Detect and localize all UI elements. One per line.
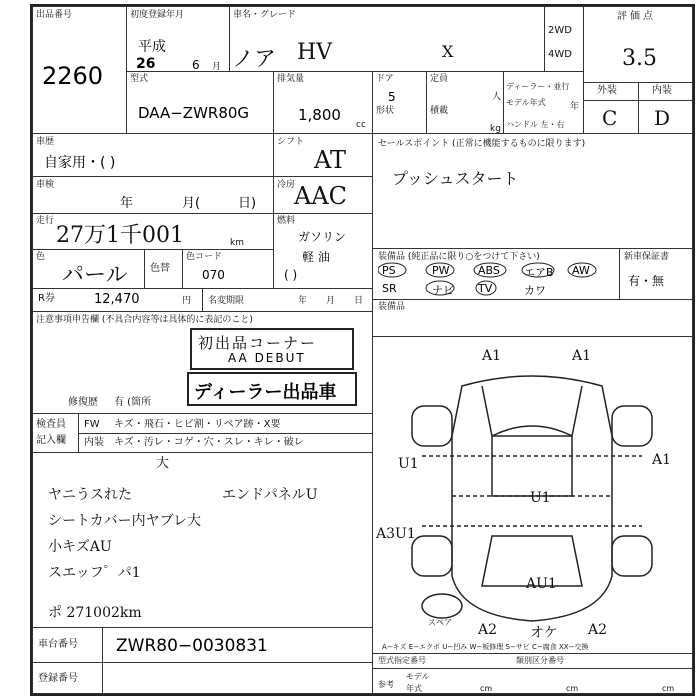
eq-navi: ナビ [432,284,454,297]
load-unit: kg [490,124,501,134]
drive-box [544,6,584,72]
capacity-label: 定員 [430,74,449,84]
displacement-unit: cc [356,120,366,130]
cm-2: cm [566,684,579,693]
first-reg-label: 初度登録年月 [130,10,185,20]
history-value: 自家用・( ) [44,155,116,171]
fuel-paren: ( ) [284,268,298,282]
score-ext-label: 外装 [597,85,617,96]
extras-label: 装備品 [378,302,406,312]
inspector-label1: 検査員 [36,419,66,430]
first-reg-month-unit: 月 [212,62,222,72]
score-int: D [654,106,671,130]
ref-label: 参考 [378,680,394,689]
recycle-label: R券 [38,293,55,304]
inspection-label: 車検 [36,180,55,190]
year-label: 年式 [406,684,422,693]
dmg-a3u1: A3U1 [376,526,416,542]
model-box [126,71,274,134]
ac-label: 冷房 [277,180,296,190]
model-label: 型式 [130,74,149,84]
handle-label: ハンドル 左・右 [506,120,565,129]
dmg-a1-top-left: A1 [482,348,502,364]
comment-5: ポ 271002km [48,605,142,621]
dmg-a1-right: A1 [652,452,672,468]
inspector-row2-code: 内装 [84,437,104,448]
first-reg-year: 26 [136,56,156,72]
inspector-row1-code: FW [84,419,100,430]
auction-sheet [30,4,695,696]
repair-label: 修復歴 [68,397,98,408]
dealer-label: ディーラー・並行 [506,82,570,91]
dmg-oke: オケ [530,625,558,641]
ac-value: AAC [294,182,348,210]
eq-airbag: エアB [524,266,554,279]
shift-label: シフト [277,137,305,147]
comment-3: 小キズAU [48,539,112,555]
extras-box [372,299,693,337]
load-label: 積載 [430,106,449,116]
cm-1: cm [480,684,493,693]
inspector-mark: 大 [156,456,170,471]
mileage-unit: km [230,238,244,248]
displacement-label: 排気量 [277,74,305,84]
sales-point-value: プッシュスタート [392,169,519,188]
eq-sr: SR [382,282,397,295]
sales-point-label: セールスポイント (正常に機能するものに限ります) [378,139,586,149]
comment-2: シートカバー内ヤブレ大 [48,513,202,529]
recycle-unit: 円 [182,296,192,306]
inspection-year: 年 [120,196,134,211]
car-name-label: 車名・グレード [233,10,297,20]
lot-label: 出品番号 [36,10,73,20]
drive-2wd: 2WD [548,25,572,36]
dealer-badge-text: ディーラー出品車 [194,382,337,403]
chassis-label: 車台番号 [38,639,78,650]
color-label: 色 [36,252,46,262]
fuel-gas: ガソリン [298,230,347,244]
warranty-label: 新車保証書 [624,252,670,262]
dmg-a2-right: A2 [588,622,608,638]
fuel-label: 燃料 [277,216,296,226]
comment-right: エンドパネルU [222,487,318,503]
inspection-month: 月( [182,196,201,211]
name-change-label: 名変期限 [208,296,245,306]
displacement-value: 1,800 [298,106,341,124]
equipment-circles [378,262,618,298]
car-grade: X [442,42,454,61]
capacity-unit: 人 [492,92,502,102]
car-name: ノア [232,47,277,72]
inspector-row1-text: キズ・飛石・ヒビ割・リペア跡・X要 [114,419,281,430]
model-label: モデル [406,672,430,681]
fuel-diesel: 軽 油 [302,250,330,264]
shift-value: AT [314,146,347,174]
score-ext: C [602,106,618,130]
history-label: 車歴 [36,137,55,147]
damage-legend: A−キズ E−エクボ U−凹み W−板修理 S−サビ C−腐食 XX−交換 [382,643,589,651]
registration-label: 登録番号 [38,673,78,684]
eq-abs: ABS [478,264,500,277]
score-int-label: 内装 [652,85,672,96]
dmg-a2-left: A2 [478,622,498,638]
inspector-label2: 記入欄 [36,435,66,446]
eq-tv: TV [478,282,493,295]
model-value: DAA−ZWR80G [138,104,250,122]
doors-value: 5 [388,90,396,104]
inspection-day: 日) [238,196,257,211]
first-reg-era: 平成 [138,39,166,55]
color-code-label: 色コード [186,252,223,262]
mileage-value: 27万1千001 [56,223,184,248]
dmg-u1-center: U1 [530,490,551,506]
form-label: 型式指定番号 [378,656,426,665]
warranty-value: 有・無 [628,274,665,288]
recycle-value: 12,470 [94,292,140,307]
shape-label: 形状 [376,106,395,116]
eq-ps: PS [382,264,396,277]
name-change-d: 日 [354,296,364,306]
notes-label: 注意事項申告欄 (不具合内容等は具体的に表記のこと) [36,315,253,325]
car-hv: HV [297,40,333,65]
spare-label: スペア [428,618,452,627]
score-value: 3.5 [622,46,657,71]
name-change-m: 月 [326,296,336,306]
class-label: 類別区分番号 [516,656,564,665]
eq-leather: カワ [524,284,546,297]
eq-pw: PW [432,264,450,277]
color-change-label: 色替 [150,263,170,274]
registration-box [32,662,373,694]
color-value: パール [62,263,128,288]
score-label: 評価点 [617,11,656,22]
comment-1: ヤニうスれた [48,487,132,503]
model-year-label: モデル年式 [506,98,546,107]
debut-badge-sub: AA DEBUT [228,351,306,365]
doors-label: ドア [376,74,394,84]
dmg-au1: AU1 [526,576,557,592]
drive-4wd: 4WD [548,49,572,60]
name-change-y: 年 [298,296,308,306]
mileage-label: 走行 [36,216,55,226]
first-reg-month: 6 [192,58,200,72]
sales-point-box [372,133,693,249]
dmg-u1-left: U1 [398,456,419,472]
inspector-row2-text: キズ・汚レ・コゲ・穴・スレ・キレ・破レ [114,437,304,448]
lot-number: 2260 [42,62,104,90]
cm-3: cm [662,684,675,693]
dmg-a1-top-right: A1 [572,348,592,364]
eq-aw: AW [572,264,590,277]
equipment-label: 装備品 (純正品に限り○をつけて下さい) [378,252,540,262]
comment-4: スエッフ゜パ1 [48,565,141,581]
color-code: 070 [202,268,225,282]
repair-value: 有 (箇所 [114,397,152,408]
year-unit: 年 [570,102,580,112]
debut-badge-title: 初出品コーナー [198,334,318,352]
chassis-value: ZWR80−0030831 [116,636,268,656]
